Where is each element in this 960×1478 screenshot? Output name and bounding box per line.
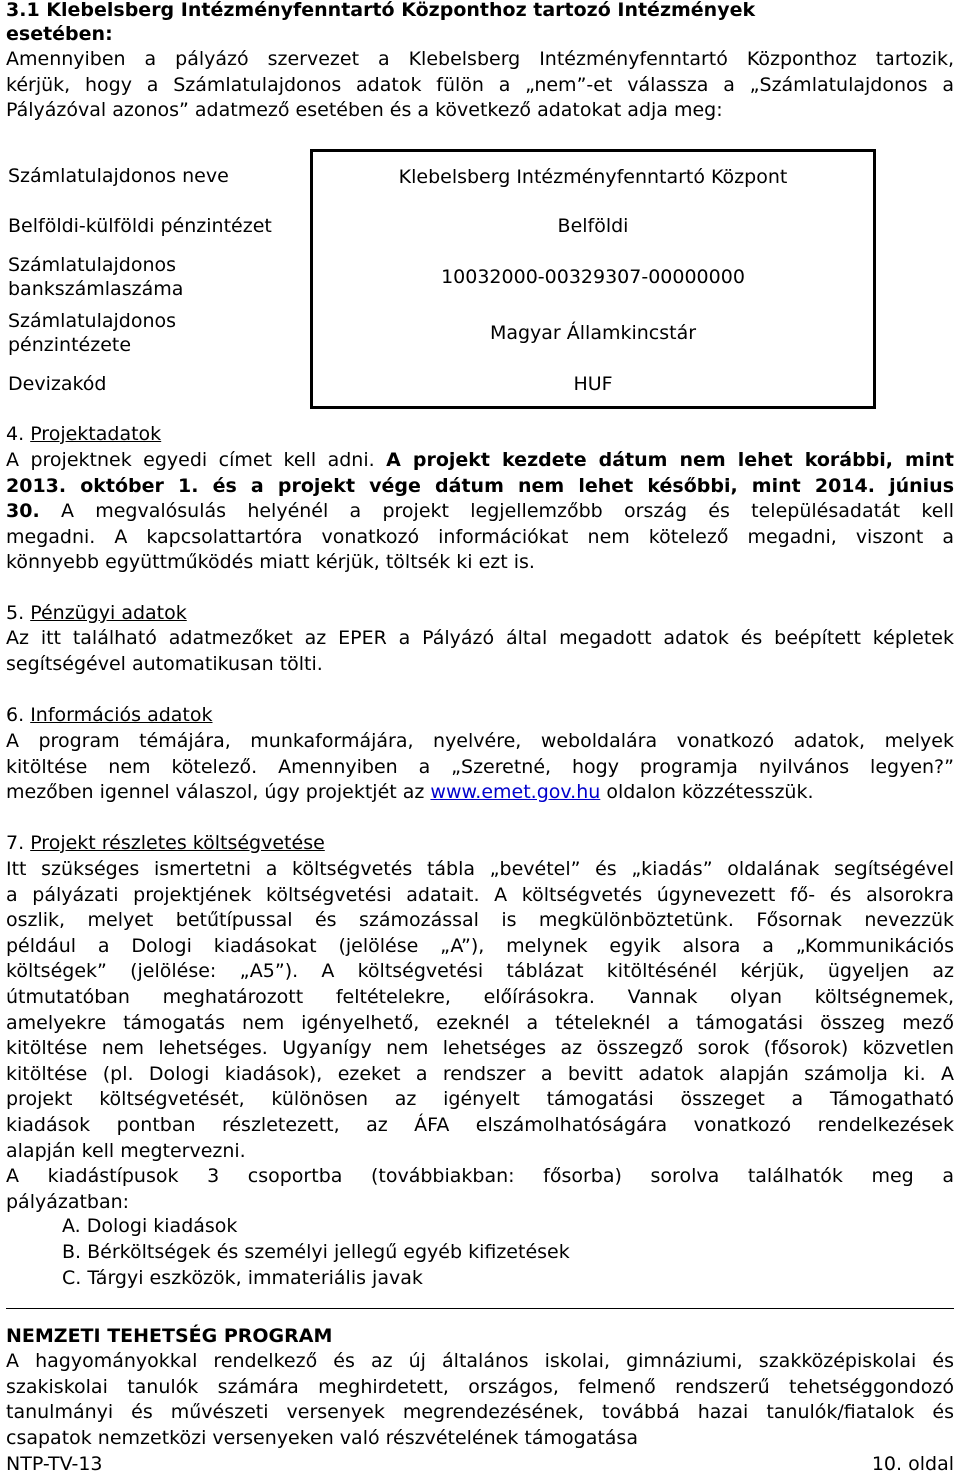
paragraph-line: A kiadástípusok 3 csoportba (továbbiakban: fősorba) sorolva találhatók meg a bbox=[6, 1165, 954, 1188]
section-4-heading bbox=[6, 422, 161, 448]
paragraph-line: alapján kell megtervezni. bbox=[6, 1139, 246, 1162]
paragraph-line: könnyebb együttműködés miatt kérjük, töltsék ki ezt is. bbox=[6, 551, 535, 574]
table-label: Belföldi-külföldi pénzintézet bbox=[8, 214, 272, 237]
paragraph-line: Az itt található adatmezőket az EPER a Pályázó által megadott adatok és beépített képletek bbox=[6, 627, 954, 649]
section-number: 5. bbox=[6, 602, 25, 624]
paragraph-line: Amennyiben a pályázó szervezet a Klebelsberg Intézményfenntartó Központhoz tartozik, bbox=[6, 48, 954, 70]
section-5-body bbox=[6, 626, 954, 677]
paragraph-line: a pályázati projektjének költségvetési adatait. A költségvetés úgynevezett fő- és alsorokra bbox=[6, 883, 954, 906]
paragraph-line: kérjük, hogy a Számlatulajdonos adatok fülön a „nem”-et válassza a „Számlatulajdonos a bbox=[6, 73, 954, 96]
section-7-heading bbox=[6, 831, 325, 857]
footer-description bbox=[6, 1349, 954, 1451]
paragraph-line: tanulmányi és művészeti versenyek megrendezésének, továbbá hazai tanulók/fiatalok és bbox=[6, 1401, 954, 1423]
paragraph-line: Itt szükséges ismertetni a költségvetés tábla „bevétel” és „kiadás” oldalának segítségével bbox=[6, 858, 954, 880]
section-title: Pénzügyi adatok bbox=[30, 602, 187, 624]
paragraph-line: oszlik, melyet betűtípussal és számozással is megkülönböztetünk. Fősornak nevezzük bbox=[6, 909, 954, 932]
section-5-heading bbox=[6, 601, 187, 627]
section-3-1-heading-cont: esetében: bbox=[6, 23, 113, 45]
paragraph-line: A hagyományokkal rendelkező és az új általános iskolai, gimnáziumi, szakközépiskolai és bbox=[6, 1350, 954, 1372]
table-label bbox=[2, 249, 312, 305]
table-label-line: bankszámlaszáma bbox=[8, 278, 184, 300]
section-number: 7. bbox=[6, 832, 25, 854]
paragraph-line: megadni. A kapcsolattartóra vonatkozó információkat nem kötelező megadni, viszont a bbox=[6, 525, 954, 548]
section-6-heading bbox=[6, 703, 213, 729]
list-item: A. Dologi kiadások bbox=[62, 1215, 238, 1237]
table-row bbox=[2, 305, 875, 361]
table-label-line: Számlatulajdonos bbox=[8, 254, 177, 276]
section-7-body bbox=[6, 857, 954, 1215]
paragraph-line: amelyekre támogatás nem igényelhető, ezeknél a tételeknél a támogatási összeg mező bbox=[6, 1011, 954, 1034]
text-run: mezőben igennel válaszol, úgy projektjét az bbox=[6, 781, 431, 804]
table-label bbox=[2, 305, 312, 361]
table-label-line: Számlatulajdonos bbox=[8, 310, 177, 332]
table-row bbox=[2, 361, 875, 408]
paragraph-line: kitöltése nem lehetséges. Ugyanígy nem lehetséges az összegző sorok (fősorok) közvetlen bbox=[6, 1037, 954, 1060]
section-4-body bbox=[6, 448, 954, 576]
table-value: 10032000-00329307-00000000 bbox=[312, 249, 875, 305]
paragraph-line: pályázatban: bbox=[6, 1190, 130, 1213]
paragraph-line: kitöltése (pl. Dologi kiadások), ezeket a rendszer a bevitt adatok alapján számolja ki. A bbox=[6, 1062, 954, 1085]
paragraph-line: projekt költségvetését, különösen az igényelt támogatási összeget a Támogatható bbox=[6, 1088, 954, 1111]
paragraph-line: A program témájára, munkaformájára, nyelvére, weboldalára vonatkozó adatok, melyek bbox=[6, 730, 954, 752]
table-row bbox=[2, 151, 875, 203]
section-3-1-heading: 3.1 Klebelsberg Intézményfenntartó Központhoz tartozó Intézmények bbox=[6, 0, 756, 21]
section-title: Információs adatok bbox=[30, 704, 213, 726]
text-run-bold: A projekt kezdete dátum nem lehet korábbi, mint bbox=[386, 449, 954, 471]
paragraph-line: Pályázóval azonos” adatmező esetében és a következő adatokat adja meg: bbox=[6, 99, 723, 122]
table-value: Klebelsberg Intézményfenntartó Központ bbox=[312, 151, 875, 203]
table-label: Devizakód bbox=[8, 373, 107, 396]
text-run: A projektnek egyedi címet kell adni. bbox=[6, 449, 387, 471]
table-value: Belföldi bbox=[312, 202, 875, 249]
paragraph-line bbox=[6, 780, 954, 806]
footer-divider bbox=[6, 1308, 954, 1309]
section-6-body bbox=[6, 729, 954, 806]
section-3-1-body bbox=[6, 47, 954, 124]
paragraph-line: szakiskolai tanulók számára meghirdetett, országos, felmenő rendszerű tehetséggondozó bbox=[6, 1375, 954, 1398]
table-label: Számlatulajdonos neve bbox=[8, 165, 229, 188]
paragraph-line bbox=[6, 448, 954, 474]
table-row bbox=[2, 202, 875, 249]
emet-website-link[interactable]: www.emet.gov.hu bbox=[430, 781, 601, 804]
paragraph-line: kiadások pontban részletezett, az ÁFA elszámolhatóságára vonatkozó rendelkezések bbox=[6, 1113, 954, 1136]
text-run-bold: 30. bbox=[6, 500, 40, 523]
paragraph-line: csapatok nemzetközi versenyeken való részvételének támogatása bbox=[6, 1426, 638, 1449]
paragraph-line bbox=[6, 499, 954, 525]
paragraph-line: 2013. október 1. és a projekt vége dátum nem lehet későbbi, mint 2014. június bbox=[6, 474, 954, 497]
table-value: HUF bbox=[312, 361, 875, 408]
paragraph-line: kitöltése nem kötelező. Amennyiben a „Szeretné, hogy programja nyilvános legyen?” bbox=[6, 755, 954, 778]
section-title: Projektadatok bbox=[30, 423, 162, 445]
footer-document-code: NTP-TV-13 bbox=[6, 1453, 103, 1475]
text-run: A megvalósulás helyénél a projekt legjellemzőbb ország és településadatát kell bbox=[39, 500, 954, 523]
footer-program-title: NEMZETI TEHETSÉG PROGRAM bbox=[6, 1325, 333, 1347]
section-number: 4. bbox=[6, 423, 25, 445]
table-value: Magyar Államkincstár bbox=[312, 305, 875, 361]
section-number: 6. bbox=[6, 704, 25, 726]
footer-page-number: 10. oldal bbox=[871, 1453, 954, 1475]
account-table bbox=[2, 149, 876, 409]
text-run: oldalon közzétesszük. bbox=[600, 781, 814, 804]
list-item: C. Tárgyi eszközök, immateriális javak bbox=[62, 1267, 423, 1289]
paragraph-line: költségek” (jelölése: „A5”). A költségvetési táblázat kitöltésénél kérjük, ügyeljen az bbox=[6, 960, 954, 983]
section-title: Projekt részletes költségvetése bbox=[30, 832, 325, 854]
paragraph-line: segítségével automatikusan tölti. bbox=[6, 652, 323, 675]
paragraph-line: útmutatóban meghatározott feltételekre, előírásokra. Vannak olyan költségnemek, bbox=[6, 985, 954, 1008]
table-label-line: pénzintézete bbox=[8, 334, 132, 356]
table-row bbox=[2, 249, 875, 305]
paragraph-line: például a Dologi kiadásokat (jelölése „A”), melynek egyik alsora a „Kommunikációs bbox=[6, 934, 954, 957]
list-item: B. Bérköltségek és személyi jellegű egyéb kifizetések bbox=[62, 1241, 570, 1263]
